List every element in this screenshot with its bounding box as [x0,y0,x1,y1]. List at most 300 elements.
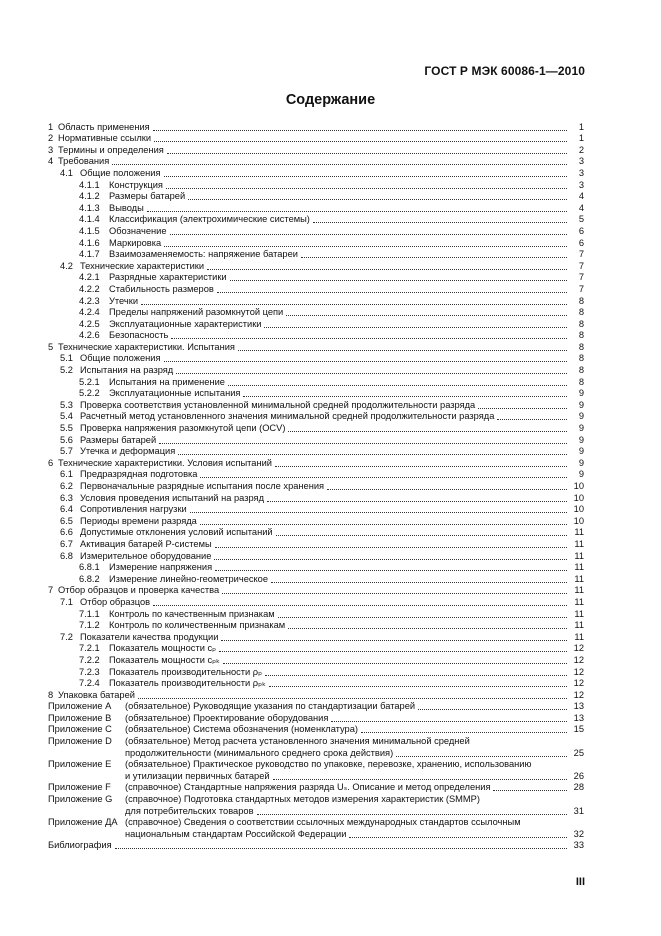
toc-entry[interactable] [48,724,584,736]
toc-entry-page: 5 [578,214,584,225]
toc-entry-title: Классификация (электрохимические системы) [109,214,310,225]
toc-entry-number: 4.2.6 [79,330,100,341]
toc-leader-dots [267,493,567,502]
toc-entry-title: Разрядные характеристики [109,272,227,283]
toc-entry[interactable] [48,759,584,771]
toc-leader-dots [288,423,567,432]
toc-leader-dots [273,771,567,780]
toc-entry-title: Измерение линейно-геометрическое [109,573,269,584]
toc-entry-page: 9 [578,399,584,410]
toc-entry[interactable] [48,689,584,701]
toc-entry-title: (обязательное) Система обозначения (номенклатура) [125,724,358,735]
toc-entry-title: Пределы напряжений разомкнутой цепи [109,307,284,318]
toc-entry-title: Термины и определения [58,144,164,155]
toc-entry-number: 8 [48,689,54,700]
toc-entry-page: 3 [578,179,584,190]
toc-leader-dots [176,365,567,374]
toc-leader-dots [361,724,567,733]
toc-entry-title: (обязательное) Практическое руководство по упаковке, перевозке, хранению, использованию [125,759,532,770]
toc-entry[interactable] [48,527,584,539]
toc-entry-title: Область применения [58,121,150,132]
toc-leader-dots [153,597,567,606]
toc-entry[interactable] [48,272,584,284]
toc-leader-dots [327,481,567,490]
toc-entry-title: Упаковка батарей [58,689,135,700]
toc-entry-title: Эксплуатационные характеристики [109,318,262,329]
toc-leader-dots [223,655,567,664]
toc-entry-number: 5.4 [60,411,73,422]
toc-leader-dots [349,829,567,838]
toc-entry[interactable] [48,793,584,805]
toc-entry[interactable] [48,167,584,179]
toc-entry-number: 5.2 [60,365,73,376]
toc-leader-dots [257,806,567,815]
toc-entry[interactable] [48,515,584,527]
toc-entry-number: 3 [48,144,54,155]
toc-entry-page: 8 [578,341,584,352]
toc-entry-number: 1 [48,121,54,132]
toc-entry-title: Утечка и деформация [80,446,176,457]
toc-entry[interactable] [48,202,584,214]
toc-entry[interactable] [48,538,584,550]
toc-entry-page: 26 [573,770,584,781]
toc-leader-dots [153,122,567,131]
toc-entry-page: 11 [574,538,584,549]
toc-leader-dots [164,353,568,362]
toc-entry-number: 6.7 [60,538,73,549]
toc-entry[interactable] [48,573,584,585]
toc-entry-title: Обозначение [109,225,167,236]
toc-entry[interactable] [48,283,584,295]
toc-leader-dots [286,307,567,316]
toc-leader-dots [301,249,567,258]
toc-leader-dots [141,296,567,305]
toc-entry-page: 11 [574,562,584,573]
toc-entry[interactable] [48,237,584,249]
toc-entry[interactable] [48,643,584,655]
toc-leader-dots [331,713,567,722]
toc-entry-page: 6 [578,225,584,236]
toc-entry-page: 7 [578,260,584,271]
toc-entry[interactable] [48,388,584,400]
toc-entry[interactable] [48,376,584,388]
toc-entry-title: Условия проведения испытаний на разряд [80,492,264,503]
toc-entry-number: 4.2.5 [79,318,100,329]
toc-entry-page: 10 [573,515,584,526]
toc-entry-page: 31 [573,805,584,816]
toc-entry-number: 5.2.2 [79,388,100,399]
toc-entry-number: 6.6 [60,527,73,538]
toc-entry-number: 5.7 [60,446,73,457]
toc-entry-number: 6.3 [60,492,73,503]
toc-entry-number: 7.1.1 [79,608,100,619]
toc-entry-page: 11 [574,596,584,607]
toc-entry-page: 11 [574,631,584,642]
toc-entry-title: Выводы [109,202,144,213]
toc-leader-dots [396,748,567,757]
toc-entry[interactable] [48,434,584,446]
toc-entry-page: 3 [578,156,584,167]
toc-leader-dots [228,377,567,386]
toc-entry-number: 4.1.1 [79,179,100,190]
toc-entry-number: 6.8 [60,550,73,561]
toc-entry-number: 6.1 [60,469,73,480]
toc-entry[interactable] [48,747,584,759]
toc-entry[interactable] [48,840,584,852]
toc-leader-dots [288,620,567,629]
toc-entry-title: Размеры батарей [80,434,157,445]
toc-entry[interactable] [48,585,584,597]
toc-entry-number: 7.2.4 [79,678,100,689]
toc-entry[interactable] [48,492,584,504]
toc-leader-dots [265,667,567,676]
toc-entry-number: 5.3 [60,399,73,410]
toc-entry[interactable] [48,550,584,562]
toc-entry-number: Приложение Е [48,759,112,770]
toc-leader-dots [159,435,567,444]
toc-leader-dots [200,469,567,478]
toc-entry-number: 6.2 [60,481,73,491]
toc-entry-page: 9 [578,469,584,480]
toc-entry[interactable] [48,446,584,458]
toc-entry-title: Размеры батарей [109,191,186,202]
toc-entry-page: 12 [573,689,584,700]
toc-entry[interactable] [48,620,584,632]
toc-entry-page: 10 [573,481,584,491]
toc-leader-dots [418,701,567,710]
toc-entry[interactable] [48,307,584,319]
toc-entry[interactable] [48,156,584,168]
toc-leader-dots [217,284,567,293]
toc-entry-title: Первоначальные разрядные испытания после хранения [80,481,325,491]
toc-leader-dots [147,203,567,212]
toc-entry-page: 10 [573,504,584,515]
toc-entry-title: Показатели качества продукции [80,631,219,642]
toc-entry-title: Безопасность [109,330,169,341]
toc-entry-title: Испытания на разряд [80,365,174,376]
toc-entry-page: 7 [578,249,584,260]
toc-leader-dots [493,782,567,791]
toc-entry-title: Нормативные ссылки [58,133,152,144]
toc-leader-dots [497,411,567,420]
toc-entry-number: 4 [48,156,54,167]
toc-entry[interactable] [48,457,584,469]
toc-entry-number: 4.2 [60,260,73,271]
toc-entry-page: 11 [574,608,584,619]
toc-entry-page: 6 [578,237,584,248]
toc-entry[interactable] [48,666,584,678]
toc-entry-number: 4.1.2 [79,191,100,202]
toc-entry-title: Сопротивления нагрузки [80,504,187,515]
toc-entry[interactable] [48,654,584,666]
toc-entry[interactable] [48,817,584,829]
toc-entry-page: 7 [578,272,584,283]
toc-entry[interactable] [48,411,584,423]
toc-entry-title: Требования [58,156,110,167]
toc-entry-page: 13 [573,701,584,712]
toc-leader-dots [215,539,567,548]
toc-entry-title: Показатель производительности ρₚ [109,666,263,677]
toc-entry-title: и утилизации первичных батарей [125,770,270,781]
toc-entry-title: Общие положения [80,167,161,178]
toc-entry-number: 5.5 [60,423,73,434]
toc-entry[interactable] [48,295,584,307]
toc-entry-page: 4 [578,191,584,202]
toc-entry-title: (обязательное) Руководящие указания по стандартизации батарей [125,701,416,712]
toc-entry-number: Приложение F [48,782,111,793]
toc-entry-title: Показатель мощности cₚₖ [109,654,221,665]
toc-entry-number: 5 [48,341,54,352]
toc-leader-dots [164,168,568,177]
toc-entry[interactable] [48,828,584,840]
toc-entry-title: Измерение напряжения [109,562,213,573]
toc-entry[interactable] [48,364,584,376]
toc-entry-number: 4.2.3 [79,295,100,306]
toc-leader-dots [178,446,567,455]
toc-leader-dots [271,574,567,583]
toc-entry[interactable] [48,318,584,330]
toc-entry-page: 8 [578,365,584,376]
toc-entry[interactable] [48,735,584,747]
toc-entry-title: Утечки [109,295,139,306]
toc-leader-dots [167,145,567,154]
toc-entry-number: 7.1.2 [79,620,100,631]
toc-entry-title: Стабильность размеров [109,283,214,294]
toc-entry-page: 11 [574,550,584,561]
toc-entry-number: 2 [48,133,54,144]
toc-entry[interactable] [48,608,584,620]
toc-entry-title: (обязательное) Проектирование оборудования [125,712,329,723]
toc-entry-number: 4.2.4 [79,307,100,318]
toc-entry-title: Измерительное оборудование [80,550,212,561]
page-number: III [575,876,585,888]
toc-entry-page: 11 [574,573,584,584]
toc-entry-number: 7.2 [60,631,73,642]
toc-entry-page: 9 [578,411,584,422]
toc-entry-title: Проверка напряжения разомкнутой цепи (OCV) [80,423,286,434]
toc-entry-page: 9 [578,388,584,399]
toc-entry-page: 13 [573,712,584,723]
toc-entry-page: 12 [573,678,584,689]
toc-entry-number: 6.5 [60,515,73,526]
toc-entry-title: Эксплуатационные испытания [109,388,241,399]
toc-entry-page: 33 [573,840,584,851]
toc-entry[interactable] [48,422,584,434]
toc-entry[interactable] [48,480,584,492]
toc-leader-dots [222,585,567,594]
toc-entry-number: 6.8.2 [79,573,100,584]
toc-leader-dots [115,840,567,849]
toc-entry-number: Приложение G [48,794,113,805]
toc-entry-number: 4.1.3 [79,202,100,213]
toc-entry-page: 9 [578,434,584,445]
toc-leader-dots [190,504,567,513]
toc-entry-page: 11 [574,527,584,538]
toc-entry-title: Активация батарей Р-системы [80,538,212,549]
toc-entry-number: 7.2.2 [79,654,100,665]
toc-entry-title: Взаимозаменяемость: напряжение батареи [109,249,298,260]
toc-entry[interactable] [48,191,584,203]
toc-entry-number: 5.6 [60,434,73,445]
toc-entry[interactable] [48,678,584,690]
toc-leader-dots [154,133,567,142]
toc-entry-title: (обязательное) Метод расчета установленного значения минимальной средней [125,736,470,747]
toc-entry-page: 9 [578,423,584,434]
toc-entry[interactable] [48,179,584,191]
toc-entry-page: 15 [573,724,584,735]
standard-code: ГОСТ Р МЭК 60086-1—2010 [424,64,585,78]
toc-entry-number: 5.2.1 [79,376,100,387]
toc-leader-dots [215,562,567,571]
toc-entry-number: 7 [48,585,54,596]
toc-entry-title: Показатель производительности ρₚₖ [109,678,267,689]
toc-leader-dots [278,609,567,618]
toc-entry-title: Расчетный метод установленного значения минимальной средней продолжительности разряда [80,411,495,422]
toc-entry[interactable] [48,596,584,608]
toc-entry[interactable] [48,330,584,342]
toc-leader-dots [276,527,567,536]
toc-entry-title: Контроль по количественным признакам [109,620,286,631]
toc-entry-title: продолжительности (минимального среднего срока действия) [125,747,394,758]
toc-leader-dots [230,272,567,281]
toc-entry-number: 5.1 [60,353,73,364]
toc-entry-page: 2 [578,144,584,155]
toc-entry-title: Периоды времени разряда [80,515,197,526]
toc-leader-dots [112,156,567,165]
toc-entry-title: Маркировка [109,237,162,248]
toc-entry[interactable] [48,353,584,365]
toc-leader-dots [166,180,567,189]
toc-entry[interactable] [48,225,584,237]
toc-entry-number: 4.2.2 [79,283,100,294]
toc-entry-page: 1 [578,121,584,132]
toc-entry-number: 7.1 [60,596,73,607]
toc-leader-dots [313,214,567,223]
toc-leader-dots [214,551,567,560]
toc-entry-number: 4.1.7 [79,249,100,260]
toc-entry-title: для потребительских товаров [125,805,254,816]
toc-entry[interactable] [48,341,584,353]
toc-leader-dots [219,643,567,652]
toc-leader-dots [275,458,567,467]
toc-entry-title: (справочное) Стандартные напряжения разряда Uₛ. Описание и метод определения [125,782,491,793]
toc-entry-number: 4.1.6 [79,237,100,248]
toc-entry[interactable] [48,782,584,794]
toc-entry-title: (справочное) Подготовка стандартных методов измерения характеристик (SMMP) [125,794,480,805]
toc-leader-dots [171,330,567,339]
toc-entry-number: Приложение С [48,724,112,735]
toc-entry-page: 9 [578,457,584,468]
toc-entry[interactable] [48,260,584,272]
toc-entry-page: 11 [574,620,584,631]
toc-entry-title: Допустимые отклонения условий испытаний [80,527,273,538]
toc-entry-title: (справочное) Сведения о соответствии ссылочных международных стандартов ссылочным [125,817,521,828]
toc-entry[interactable] [48,631,584,643]
toc-entry-title: Технические характеристики. Условия испытаний [58,457,273,468]
toc-entry[interactable] [48,504,584,516]
toc-entry[interactable] [48,701,584,713]
toc-leader-dots [264,319,567,328]
toc-entry-number: Приложение ДА [48,817,118,828]
toc-entry[interactable] [48,805,584,817]
toc-entry-page: 12 [573,643,584,654]
toc-entry[interactable] [48,121,584,133]
toc-entry-page: 25 [573,747,584,758]
toc-entry-page: 12 [573,654,584,665]
toc-leader-dots [138,690,567,699]
toc-entry-number: 6.4 [60,504,73,515]
toc-entry[interactable] [48,712,584,724]
toc-entry-page: 8 [578,318,584,329]
toc-leader-dots [170,226,568,235]
toc-entry-title: Технические характеристики [80,260,205,271]
toc-entry-number: Библиография [48,840,112,851]
toc-entry-number: Приложение D [48,736,112,747]
toc-entry-page: 8 [578,295,584,306]
toc-entry-page: 11 [574,585,584,596]
toc-entry[interactable] [48,770,584,782]
table-of-contents [48,121,584,851]
toc-entry-number: 7.2.3 [79,666,100,677]
toc-entry-number: 6 [48,457,54,468]
toc-entry-number: 4.1.4 [79,214,100,225]
toc-entry-title: Контроль по качественным признакам [109,608,275,619]
toc-entry-page: 12 [573,666,584,677]
toc-entry-page: 1 [578,133,584,144]
toc-entry-page: 32 [573,828,584,839]
toc-entry-number: 4.1 [60,167,73,178]
toc-entry-title: Общие положения [80,353,161,364]
toc-leader-dots [243,388,567,397]
toc-entry[interactable] [48,562,584,574]
toc-entry-page: 4 [578,202,584,213]
toc-leader-dots [200,516,567,525]
toc-entry-title: национальным стандартам Российской Федерации [125,828,347,839]
toc-entry-number: 4.1.5 [79,225,100,236]
toc-entry-page: 10 [573,492,584,503]
toc-entry-number: 6.8.1 [79,562,100,573]
toc-entry-number: Приложение В [48,712,112,723]
toc-entry-title: Отбор образцов [80,596,151,607]
toc-entry[interactable] [48,469,584,481]
toc-leader-dots [207,261,567,270]
toc-entry-title: Показатель мощности cₚ [109,643,217,654]
toc-entry[interactable] [48,133,584,145]
toc-leader-dots [221,632,567,641]
toc-entry-title: Отбор образцов и проверка качества [58,585,220,596]
toc-entry-page: 8 [578,330,584,341]
toc-entry-number: 4.2.1 [79,272,100,283]
toc-entry[interactable] [48,214,584,226]
toc-entry[interactable] [48,144,584,156]
toc-leader-dots [238,342,567,351]
toc-entry-page: 7 [578,283,584,294]
toc-leader-dots [164,238,567,247]
toc-entry-page: 8 [578,376,584,387]
toc-entry-page: 9 [578,446,584,457]
toc-entry[interactable] [48,249,584,261]
toc-entry-title: Испытания на применение [109,376,225,387]
toc-entry[interactable] [48,399,584,411]
toc-entry-page: 3 [578,167,584,178]
toc-entry-title: Технические характеристики. Испытания [58,341,235,352]
toc-entry-title: Конструкция [109,179,163,190]
toc-entry-title: Предразрядная подготовка [80,469,198,480]
toc-entry-page: 8 [578,307,584,318]
toc-entry-page: 28 [573,782,584,793]
toc-leader-dots [478,400,567,409]
toc-entry-page: 8 [578,353,584,364]
